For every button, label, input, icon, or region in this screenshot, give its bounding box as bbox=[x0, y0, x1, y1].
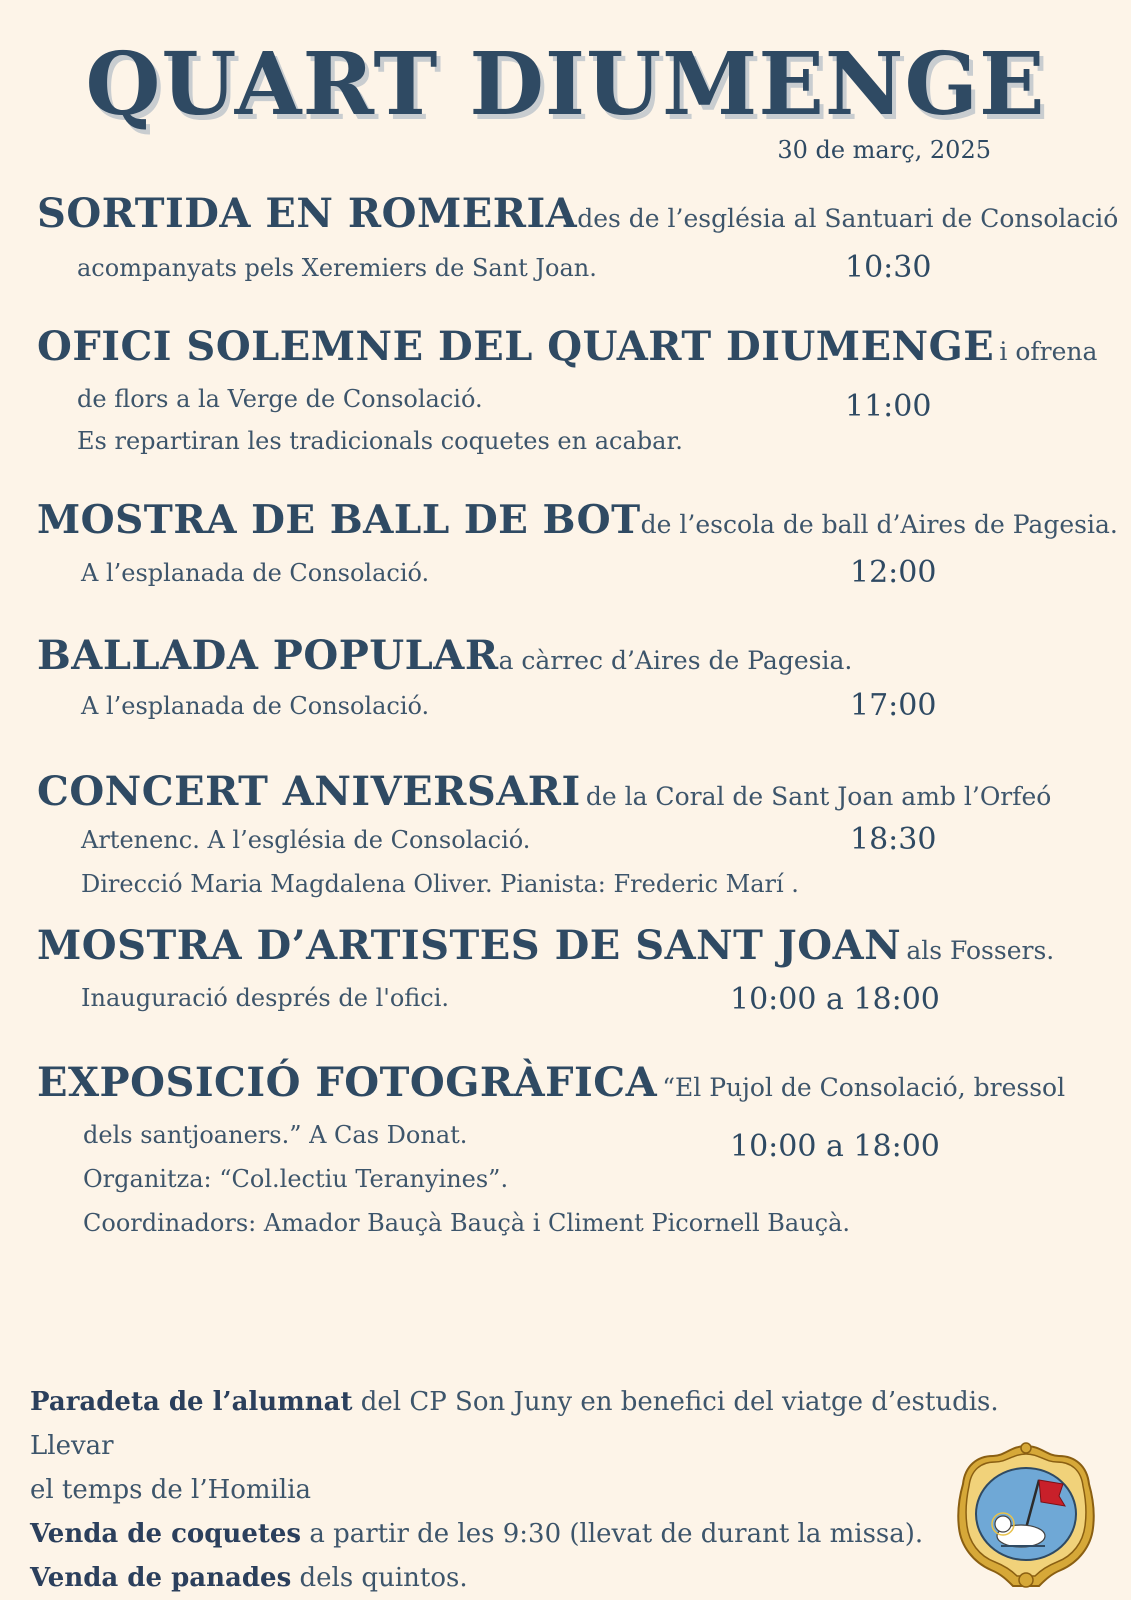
page-title: QUART DIUMENGE bbox=[85, 34, 1046, 135]
event-line: dels santjoaners.” A Cas Donat. bbox=[83, 1121, 468, 1149]
event-time: 17:00 bbox=[850, 688, 937, 723]
event-line: Inauguració després de l'ofici. bbox=[81, 984, 450, 1012]
footer-note bbox=[30, 1556, 1030, 1600]
event-ofici bbox=[37, 323, 1117, 473]
event-time: 10:00 a 18:00 bbox=[730, 982, 940, 1017]
event-lead: de la Coral de Sant Joan amb l’Orfeó bbox=[585, 782, 1052, 811]
event-line: Coordinadors: Amador Bauçà Bauçà i Climent Picornell Bauçà. bbox=[83, 1209, 851, 1237]
event-lead: a càrrec d’Aires de Pagesia. bbox=[498, 646, 853, 675]
event-name: EXPOSICIÓ FOTOGRÀFICA bbox=[37, 1059, 658, 1106]
event-ball-de-bot bbox=[37, 497, 1117, 597]
event-lead: als Fossers. bbox=[906, 936, 1055, 965]
event-ballada-popular bbox=[37, 632, 1117, 732]
event-name: SORTIDA EN ROMERIA bbox=[37, 190, 578, 237]
footer-note bbox=[30, 1512, 1030, 1556]
footer-note bbox=[30, 1468, 1030, 1512]
event-line: de flors a la Verge de Consolació. bbox=[77, 385, 483, 413]
event-name: MOSTRA DE BALL DE BOT bbox=[37, 497, 641, 543]
footer-note-bold: Venda de coquetes bbox=[30, 1519, 302, 1549]
event-date: 30 de març, 2025 bbox=[777, 136, 991, 164]
event-name: MOSTRA D’ARTISTES DE SANT JOAN bbox=[37, 922, 902, 969]
event-time: 12:00 bbox=[850, 555, 937, 590]
event-romeria bbox=[37, 190, 1117, 290]
footer-note-bold: Paradeta de l’alumnat bbox=[30, 1387, 353, 1417]
event-line: Es repartiran les tradicionals coquetes en acabar. bbox=[77, 427, 683, 455]
event-lead: des de l’església al Santuari de Consolació bbox=[577, 204, 1119, 233]
event-exposicio bbox=[37, 1059, 1117, 1259]
event-time: 11:00 bbox=[845, 389, 932, 424]
event-lead: i ofrena bbox=[999, 337, 1098, 366]
lamb-of-god-emblem-icon bbox=[955, 1440, 1097, 1592]
event-line: A l’esplanada de Consolació. bbox=[81, 692, 430, 720]
event-mostra-artistes bbox=[37, 922, 1117, 1032]
event-name: OFICI SOLEMNE DEL QUART DIUMENGE bbox=[37, 323, 995, 370]
event-name: CONCERT ANIVERSARI bbox=[37, 768, 581, 815]
footer-note-text: dels quintos. bbox=[291, 1563, 468, 1593]
event-name: BALLADA POPULAR bbox=[37, 632, 499, 679]
event-line: Organitza: “Col.lectiu Teranyines”. bbox=[83, 1165, 509, 1193]
event-time: 18:30 bbox=[850, 822, 937, 857]
event-concert bbox=[37, 768, 1117, 918]
footer-note bbox=[30, 1380, 1030, 1468]
footer-note-bold: Venda de panades bbox=[30, 1563, 292, 1593]
footer-notes bbox=[30, 1380, 1030, 1600]
event-line: A l’esplanada de Consolació. bbox=[81, 559, 430, 587]
emblem-svg bbox=[955, 1440, 1097, 1592]
footer-note-text: a partir de les 9:30 (llevat de durant la missa). bbox=[301, 1519, 924, 1549]
event-time: 10:00 a 18:00 bbox=[730, 1129, 940, 1164]
event-line: Artenenc. A l’església de Consolació. bbox=[81, 826, 531, 854]
footer-note-text: el temps de l’Homilia bbox=[30, 1475, 312, 1505]
event-line: acompanyats pels Xeremiers de Sant Joan. bbox=[77, 254, 597, 282]
footer-note-text: del CP Son Juny en benefici del viatge d’estudis. Llevar bbox=[30, 1387, 999, 1461]
event-lead: de l’escola de ball d’Aires de Pagesia. bbox=[640, 510, 1118, 539]
event-time: 10:30 bbox=[845, 250, 932, 285]
event-line: Direcció Maria Magdalena Oliver. Pianista: Frederic Marí . bbox=[81, 870, 799, 898]
event-lead: “El Pujol de Consolació, bressol bbox=[662, 1073, 1066, 1102]
